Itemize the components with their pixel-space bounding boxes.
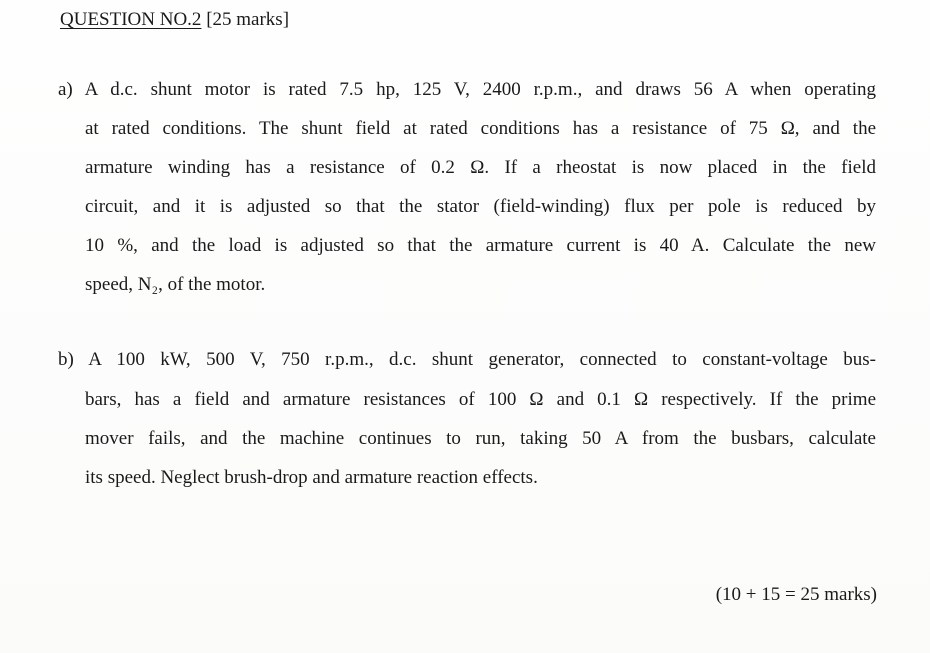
- part-a-line-6: speed, N₂, of the motor.: [85, 274, 266, 295]
- question-heading: [60, 8, 289, 32]
- part-b-line-1: [58, 348, 876, 372]
- part-a-line-4: circuit, and it is adjusted so that the stator (field-winding) flux per pole is reduced by: [85, 196, 876, 217]
- marks-breakdown: (10 + 15 = 25 marks): [715, 584, 877, 605]
- part-a-line-5: 10 %, and the load is adjusted so that the armature current is 40 A. Calculate the new: [85, 235, 876, 256]
- part-b-line-3: mover fails, and the machine continues to run, taking 50 A from the busbars, calculate: [85, 428, 876, 449]
- part-b-label: b): [58, 349, 74, 370]
- part-a-line-3: armature winding has a resistance of 0.2 Ω. If a rheostat is now placed in the field: [85, 157, 876, 178]
- part-a-line-2: at rated conditions. The shunt field at rated conditions has a resistance of 75 Ω, and the: [85, 118, 876, 139]
- part-b-text-1: A 100 kW, 500 V, 750 r.p.m., d.c. shunt generator, connected to constant-voltage bus-: [88, 349, 877, 370]
- question-number: QUESTION NO.2: [60, 9, 202, 30]
- part-a-line-1: [58, 78, 876, 102]
- part-b-line-4: its speed. Neglect brush-drop and armature reaction effects.: [85, 467, 538, 488]
- question-part-a: [58, 78, 878, 308]
- question-part-b: [58, 348, 878, 498]
- part-a-label: a): [58, 79, 73, 100]
- question-marks: [25 marks]: [206, 9, 290, 30]
- part-b-line-2: bars, has a field and armature resistances of 100 Ω and 0.1 Ω respectively. If the prime: [85, 389, 876, 410]
- part-a-text-1: A d.c. shunt motor is rated 7.5 hp, 125 V, 2400 r.p.m., and draws 56 A when operating: [84, 79, 877, 100]
